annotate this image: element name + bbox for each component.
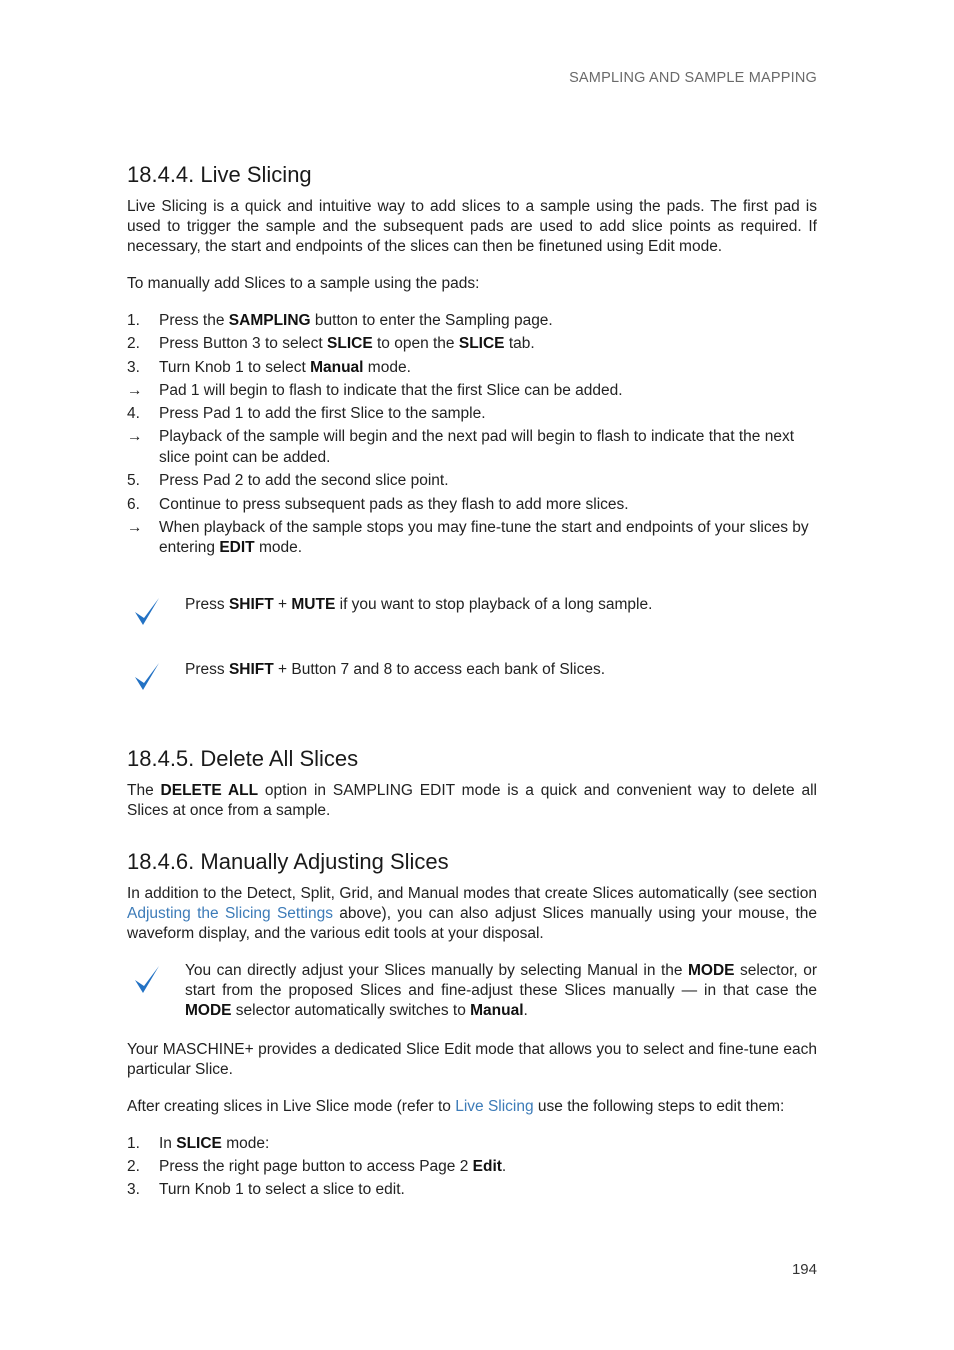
step-text: Press Pad 1 to add the first Slice to the sample.	[159, 405, 486, 423]
list-item	[127, 358, 817, 379]
list-item	[127, 1157, 817, 1178]
section-live-slicing	[127, 160, 817, 700]
page-number: 194	[791, 1261, 817, 1278]
arrow-marker: →	[127, 428, 143, 446]
page-content	[127, 160, 817, 1204]
list-marker: 3.	[127, 358, 140, 376]
step-text: .	[501, 1158, 507, 1176]
step-bold: SLICE	[327, 335, 373, 353]
list-item	[127, 311, 817, 332]
list-item	[127, 427, 817, 468]
section-manually-adjusting-slices	[127, 847, 817, 1201]
list-item	[127, 495, 817, 516]
step-text: to open the	[372, 335, 459, 353]
list-marker: 2.	[127, 1158, 140, 1176]
step-text: Turn Knob 1 to select	[159, 358, 311, 376]
note-text: You can directly adjust your Slices manually by selecting Manual in the MODE selector, or start from the proposed Slices and fine-adjust these Slices manually — in that case the MODE selector automatically switches to Manual.	[185, 961, 817, 1019]
note-text: Press SHIFT + Button 7 and 8 to access each bank of Slices.	[185, 660, 606, 678]
list-item	[127, 1134, 817, 1155]
intro-paragraph: Live Slicing is a quick and intuitive way to add slices to a sample using the pads. The first pad is used to trigger the sample and the subsequent pads are used to add slice points as required. If necessary, the start and endpoints of the slices can then be finetuned using Edit mode.	[127, 198, 817, 255]
step-text: Continue to press subsequent pads as they flash to add more slices.	[159, 495, 629, 513]
step-text: Press the right page button to access Page 2	[159, 1158, 473, 1176]
step-bold: Manual	[310, 358, 364, 376]
section-delete-all-slices	[127, 744, 817, 821]
list-marker: 4.	[127, 405, 140, 423]
list-item	[127, 404, 817, 425]
list-marker: 3.	[127, 1181, 140, 1199]
step-bold: SLICE	[176, 1134, 222, 1152]
checkmark-icon	[133, 660, 161, 696]
intro-paragraph: In addition to the Detect, Split, Grid, and Manual modes that create Slices automatically (see section Adjusting the Slicing Settings above), you can also adjust Slices manually using your mouse, the waveform display, and the various edit tools at your disposal.	[127, 884, 817, 942]
list-item	[127, 334, 817, 355]
section-heading: 18.4.4. Live Slicing	[127, 162, 312, 187]
step-text: When playback of the sample stops you may fine-tune the start and endpoints of your slices by entering	[159, 518, 809, 557]
steps-list	[127, 1134, 817, 1201]
step-text: In	[159, 1134, 177, 1152]
link-adjusting-slicing-settings[interactable]: Adjusting the Slicing Settings	[127, 904, 333, 922]
body-paragraph: The DELETE ALL option in SAMPLING EDIT mode is a quick and convenient way to delete all Slices at once from a sample.	[127, 781, 817, 819]
list-marker: 1.	[127, 1134, 140, 1152]
lead-paragraph: To manually add Slices to a sample using the pads:	[127, 275, 480, 292]
list-marker: 2.	[127, 335, 140, 353]
step-text: mode.	[254, 539, 303, 557]
step-bold: EDIT	[219, 539, 255, 557]
tip-note	[127, 660, 817, 700]
step-text: Turn Knob 1 to select a slice to edit.	[159, 1181, 405, 1199]
tip-note	[127, 961, 817, 1021]
step-text: button to enter the Sampling page.	[310, 312, 553, 329]
list-marker: 5.	[127, 472, 140, 490]
checkmark-icon	[133, 595, 161, 631]
step-bold: Edit	[472, 1158, 502, 1176]
step-text: tab.	[504, 335, 535, 353]
list-item	[127, 471, 817, 492]
step-text: Press Pad 2 to add the second slice point.	[159, 472, 449, 490]
list-item	[127, 1180, 817, 1201]
step-text: Press the	[159, 312, 229, 329]
steps-list	[127, 311, 817, 559]
list-marker: 6.	[127, 495, 140, 513]
arrow-marker: →	[127, 381, 143, 399]
tip-note	[127, 595, 817, 635]
step-text: Pad 1 will begin to flash to indicate that the first Slice can be added.	[159, 381, 623, 399]
body-paragraph: Your MASCHINE+ provides a dedicated Slice Edit mode that allows you to select and fine-tune each particular Slice.	[127, 1040, 817, 1078]
note-text: Press SHIFT + MUTE if you want to stop playback of a long sample.	[185, 595, 653, 613]
arrow-marker: →	[127, 518, 143, 536]
step-text: mode:	[221, 1134, 270, 1152]
step-text: mode.	[363, 358, 411, 376]
body-paragraph: After creating slices in Live Slice mode (refer to Live Slicing use the following steps to edit them:	[127, 1097, 785, 1115]
step-text: Playback of the sample will begin and the next pad will begin to flash to indicate that the next slice point can be added.	[159, 428, 795, 466]
checkmark-icon	[133, 963, 161, 999]
section-heading: 18.4.5. Delete All Slices	[127, 745, 359, 771]
step-bold: SLICE	[458, 335, 505, 353]
step-text: Press Button 3 to select	[159, 335, 328, 353]
list-item	[127, 381, 817, 402]
list-item	[127, 518, 817, 559]
running-header: SAMPLING AND SAMPLE MAPPING	[569, 70, 817, 86]
list-marker: 1.	[127, 312, 140, 329]
section-heading: 18.4.6. Manually Adjusting Slices	[127, 848, 449, 874]
link-live-slicing[interactable]: Live Slicing	[455, 1097, 534, 1115]
step-bold: SAMPLING	[228, 312, 311, 329]
